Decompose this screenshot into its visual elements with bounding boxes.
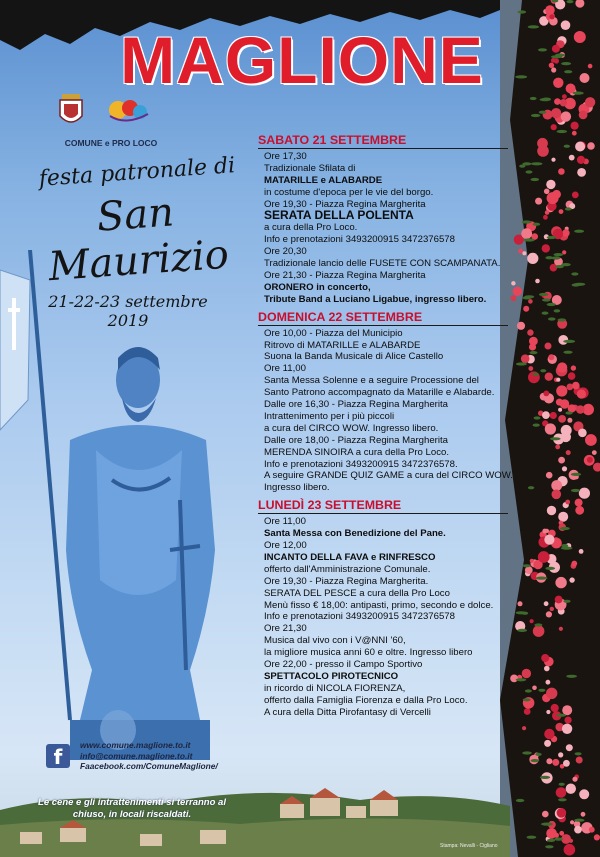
flower (538, 551, 550, 563)
flower (556, 787, 567, 798)
flower (527, 253, 538, 264)
flower (562, 250, 566, 254)
program-line: SERATA DEL PESCE a cura della Pro Loco (264, 587, 450, 599)
flower (572, 382, 580, 390)
flower (577, 156, 585, 164)
leaf (555, 265, 564, 268)
flower (555, 445, 560, 450)
flower (587, 142, 595, 150)
program-line: in costume d'epoca per le vie del borgo. (264, 186, 434, 198)
festa-dates: 21-22-23 settembre 2019 (48, 292, 208, 330)
leaf (548, 317, 556, 320)
leaf (575, 752, 582, 755)
leaf (559, 783, 565, 786)
leaf (567, 0, 574, 3)
flower (572, 777, 577, 782)
flower (592, 450, 597, 455)
flower (550, 412, 557, 419)
program-line: MATARILLE e ALABARDE (264, 174, 383, 186)
flower (594, 834, 600, 840)
print-credit: Stampa: Nevalli - Cigliano (440, 843, 498, 849)
leaf (547, 839, 555, 842)
flower (546, 688, 557, 699)
flower (544, 535, 554, 545)
flower (577, 389, 586, 398)
flower (551, 704, 559, 712)
flower (559, 627, 563, 631)
flower (530, 559, 534, 563)
program-line: Info e prenotazioni 3493200915 3472376578 (264, 234, 455, 246)
leaf (565, 207, 572, 210)
flower (561, 111, 571, 121)
program-line: la migliore musica anni 60 e oltre. Ingresso libero (264, 647, 473, 659)
divider (258, 148, 508, 149)
flower (571, 122, 579, 130)
leaf (564, 70, 572, 73)
program-line: Ore 12,00 (264, 540, 307, 551)
day-heading: LUNEDÌ 23 SETTEMBRE (258, 498, 402, 513)
flower (551, 158, 555, 162)
leaf (523, 564, 531, 567)
flower (545, 373, 553, 381)
program-line: Ore 21,30 (264, 623, 307, 635)
leaf (531, 759, 540, 762)
divider (258, 513, 508, 514)
flower (545, 5, 555, 15)
flower (576, 757, 583, 764)
day-heading: SABATO 21 SETTEMBRE (258, 133, 407, 147)
flower (545, 343, 552, 350)
program-line: Ingresso libero. (264, 482, 330, 494)
leaf (531, 178, 540, 181)
flower (576, 405, 585, 414)
leaf (561, 62, 571, 65)
program-line: offerto dalla Famiglia Fiorenza e dalla Pro Loco. (264, 694, 468, 706)
facebook-icon[interactable]: f (46, 744, 70, 768)
program-line: Ore 17,30 (264, 150, 307, 162)
program-line: a cura della Pro Loco. (264, 222, 358, 234)
flower (546, 180, 555, 189)
flower (587, 457, 593, 463)
divider (258, 325, 508, 326)
flower (522, 726, 526, 730)
leaf (525, 689, 532, 692)
flower (562, 705, 572, 715)
leaf (539, 111, 547, 114)
program-line: Santa Messa Solenne e a seguire Processione del (264, 375, 479, 387)
flower (542, 244, 550, 252)
leaf (530, 97, 537, 100)
leaf (571, 473, 581, 476)
leaf (554, 253, 564, 256)
flower (532, 686, 537, 691)
leaf (571, 272, 578, 275)
program-line: Ore 19,30 - Piazza Regina Margherita (264, 198, 426, 210)
flower (569, 155, 575, 161)
flower (566, 744, 573, 751)
flower (537, 138, 548, 149)
flower (588, 64, 593, 69)
leaf (531, 114, 540, 117)
leaf (528, 25, 539, 28)
flower (578, 429, 587, 438)
leaf (522, 751, 532, 754)
leaf (534, 623, 542, 626)
flower (566, 784, 576, 794)
flower (542, 811, 549, 818)
leaf (558, 318, 567, 321)
leaf (574, 230, 584, 233)
leaf (551, 256, 560, 259)
leaf (563, 600, 570, 603)
flower (571, 365, 576, 370)
flower (522, 669, 531, 678)
flower (556, 378, 560, 382)
leaf (545, 567, 555, 570)
leaf (556, 714, 566, 717)
leaf (554, 309, 561, 312)
program-line: Ritrovo di MATARILLE e ALABARDE (264, 339, 421, 351)
flower (546, 472, 553, 479)
program-line: in ricordo di NICOLA FIORENZA, (264, 682, 406, 694)
leaf (538, 48, 547, 51)
flower (558, 415, 566, 423)
flower (561, 20, 571, 30)
program-line: INCANTO DELLA FAVA e RINFRESCO (264, 551, 436, 563)
flower (575, 499, 583, 507)
flower (579, 789, 589, 799)
leaf (547, 236, 556, 239)
flower (575, 506, 584, 515)
program-line: Tradizionale Sfilata di (264, 162, 356, 174)
saint-name: San Maurizio (47, 189, 231, 291)
event-program (258, 135, 520, 719)
flower (556, 385, 567, 396)
leaf (539, 293, 548, 296)
flower (552, 45, 560, 53)
leaf (545, 845, 553, 848)
leaf (524, 295, 534, 298)
flower (521, 228, 532, 239)
flower (566, 450, 571, 455)
leaf (534, 416, 541, 419)
program-line: A cura della Ditta Pirofantasy di Vercelli (264, 706, 431, 718)
flower (543, 391, 549, 397)
program-line: Dalle ore 16,30 - Piazza Regina Margherita (264, 399, 448, 411)
flower (562, 229, 570, 237)
program-line: Santo Patrono accompagnato da Matarille e Alabarde. (264, 387, 495, 399)
day-section-monday (258, 500, 520, 718)
flower (547, 506, 556, 515)
flower (542, 411, 550, 419)
flower (577, 168, 586, 177)
leaf (540, 776, 550, 779)
program-line: MERENDA SINOIRA a cura della Pro Loco. (264, 446, 450, 458)
leaf (563, 340, 575, 343)
leaf (522, 220, 532, 223)
leaf (555, 54, 565, 57)
flower (535, 279, 540, 284)
flower (543, 215, 548, 220)
leaf (527, 836, 537, 839)
flower (557, 362, 567, 372)
flower (548, 354, 554, 360)
flower (568, 372, 576, 380)
flower (546, 758, 552, 764)
flower (554, 98, 561, 105)
flower (551, 108, 561, 118)
program-line: SERATA DELLA POLENTA (264, 208, 414, 223)
flower (550, 607, 554, 611)
leaf (554, 838, 563, 841)
flower (544, 189, 550, 195)
program-line: Info e prenotazioni 3493200915 3472376578 (264, 611, 455, 623)
website-link[interactable]: www.comune.maglione.to.it (80, 740, 191, 750)
flower (562, 466, 567, 471)
flower (580, 73, 590, 83)
program-line: Ore 20,30 (264, 246, 307, 258)
leaf (530, 351, 538, 354)
festa-title (32, 153, 242, 291)
flower (559, 209, 564, 214)
flower (574, 826, 582, 834)
flower (546, 710, 550, 714)
leaf (522, 612, 528, 615)
day-section-saturday (258, 135, 520, 306)
flower (566, 84, 576, 94)
flower (554, 833, 559, 838)
flower (528, 299, 533, 304)
leaf (560, 527, 570, 530)
flower (545, 210, 550, 215)
leaf (557, 130, 568, 133)
leaf (542, 98, 551, 101)
flower (544, 740, 551, 747)
flower (521, 354, 530, 363)
flower (572, 192, 579, 199)
leaf (528, 486, 534, 489)
leaf (566, 675, 577, 678)
poster-title: MAGLIONE (120, 23, 484, 97)
flower (574, 31, 586, 43)
program-line: Info e prenotazioni 3493200915 3472376578. (264, 458, 458, 470)
leaf (558, 798, 567, 801)
program-line: Ore 19,30 - Piazza Regina Margherita. (264, 575, 429, 587)
leaf (526, 170, 533, 173)
flower (554, 58, 559, 63)
flower (551, 67, 556, 72)
flower (562, 724, 572, 734)
program-line: ORONERO in concerto, (264, 281, 371, 293)
flower (569, 839, 573, 843)
leaf (563, 351, 572, 354)
leaf (522, 162, 531, 165)
flower (567, 418, 572, 423)
flower (555, 577, 566, 588)
contact-list (80, 740, 218, 772)
flower (558, 335, 568, 345)
leaf (524, 238, 535, 241)
flower (529, 337, 538, 346)
flower (545, 423, 556, 434)
flower (565, 717, 572, 724)
leaf (535, 753, 541, 756)
festa-subtitle: festa patronale di (37, 153, 236, 192)
flower (572, 131, 577, 136)
flower (547, 192, 559, 204)
program-line: Tribute Band a Luciano Ligabue, ingresso libero. (264, 293, 487, 305)
leaf (540, 369, 546, 372)
leaf (533, 424, 540, 427)
flower (549, 14, 554, 19)
logo-caption: COMUNE e PRO LOCO (64, 138, 158, 148)
flower (559, 831, 564, 836)
leaf (531, 162, 543, 165)
flower (569, 577, 574, 582)
flower (565, 500, 570, 505)
leaf (542, 298, 551, 301)
flower (557, 808, 567, 818)
flower (550, 264, 558, 272)
flower (544, 729, 554, 739)
program-line: SPETTACOLO PIROTECNICO (264, 670, 399, 682)
flower (546, 611, 552, 617)
program-line: Ore 10,00 - Piazza del Municipio (264, 327, 403, 339)
leaf (561, 544, 568, 547)
flower (552, 759, 559, 766)
leaf (541, 823, 553, 826)
program-line: Santa Messa con Benedizione del Pane. (264, 528, 446, 540)
flower (533, 625, 545, 637)
flower (558, 168, 565, 175)
flower (585, 97, 595, 107)
flower (558, 408, 562, 412)
day-heading: DOMENICA 22 SETTEMBRE (258, 309, 423, 324)
flower (558, 512, 568, 522)
flower (551, 480, 562, 491)
program-line: Ore 22,00 - presso il Campo Sportivo (264, 659, 423, 671)
leaf (547, 303, 556, 306)
program-line: A seguire GRANDE QUIZ GAME a cura del CIRCO WOW. (264, 470, 513, 482)
program-line: Musica dal vivo con i V@NNI '60, (264, 635, 406, 647)
facebook-link[interactable]: Faacebook.com/ComuneMaglione/ (80, 761, 218, 771)
program-line: Ore 21,30 - Piazza Regina Margherita (264, 269, 426, 281)
leaf (571, 489, 580, 492)
flower (535, 198, 542, 205)
leaf (561, 547, 573, 550)
coat-of-arms-icon (60, 94, 82, 122)
leaf (538, 689, 545, 692)
program-line: Menù fisso € 18,00: antipasti, primo, secondo e dolce. (264, 599, 494, 611)
flower (522, 251, 526, 255)
leaf (564, 145, 570, 148)
flower (563, 760, 570, 767)
leaf (573, 92, 584, 95)
flower (546, 680, 551, 685)
flower (558, 457, 565, 464)
flower (568, 404, 576, 412)
flower (581, 812, 586, 817)
program-line: offerto dall'Amministrazione Comunale. (264, 563, 431, 575)
contacts-block (46, 740, 236, 778)
program-line: Intrattenimento per i più piccoli (264, 410, 395, 422)
flower (579, 549, 584, 554)
flower (564, 844, 576, 856)
program-line: a cura del CIRCO WOW. Ingresso libero. (264, 422, 439, 434)
leaf (518, 10, 527, 13)
leaf (523, 698, 531, 701)
flower (579, 111, 588, 120)
leaf (550, 437, 561, 440)
leaf (542, 312, 549, 315)
flower (544, 601, 549, 606)
leaf (565, 411, 572, 414)
leaf (516, 799, 525, 802)
flower (528, 366, 533, 371)
flower (524, 708, 531, 715)
flower (523, 306, 529, 312)
flower (545, 529, 549, 533)
program-line: Ore 11,00 (264, 516, 306, 528)
flower (575, 142, 585, 152)
pro-loco-logo-icon (109, 100, 148, 121)
flower (560, 99, 567, 106)
leaf (533, 373, 539, 376)
flower (555, 596, 563, 604)
program-line: Suona la Banda Musicale di Alice Castello (264, 351, 444, 363)
flower (552, 490, 562, 500)
flower (589, 827, 595, 833)
email-link[interactable]: info@comune.maglione.to.it (80, 750, 193, 761)
flower (579, 488, 590, 499)
flower (585, 434, 597, 446)
flower (570, 820, 574, 824)
leaf (574, 283, 586, 286)
footer-note: Le cene e gli intrattenimenti si terranno al chiuso, in locali riscaldati. (38, 797, 226, 820)
flower (551, 124, 557, 130)
flower (544, 666, 550, 672)
leaf (533, 223, 541, 226)
program-line: Tradizionale lancio delle FUSETE CON SCAMPANATA. (264, 258, 501, 270)
leaf (536, 577, 548, 580)
program-line: Ore 11,00 (264, 363, 306, 375)
flower (549, 63, 554, 68)
flower (553, 78, 563, 88)
flower (530, 619, 534, 623)
flower (527, 329, 533, 335)
leaf (515, 75, 527, 78)
flower (558, 752, 563, 757)
flower (571, 561, 577, 567)
day-section-sunday (258, 309, 520, 495)
flower (562, 94, 567, 99)
leaf (574, 819, 584, 822)
flower (541, 654, 549, 662)
program-line: Dalle ore 18,00 - Piazza Regina Margherita (264, 434, 448, 446)
